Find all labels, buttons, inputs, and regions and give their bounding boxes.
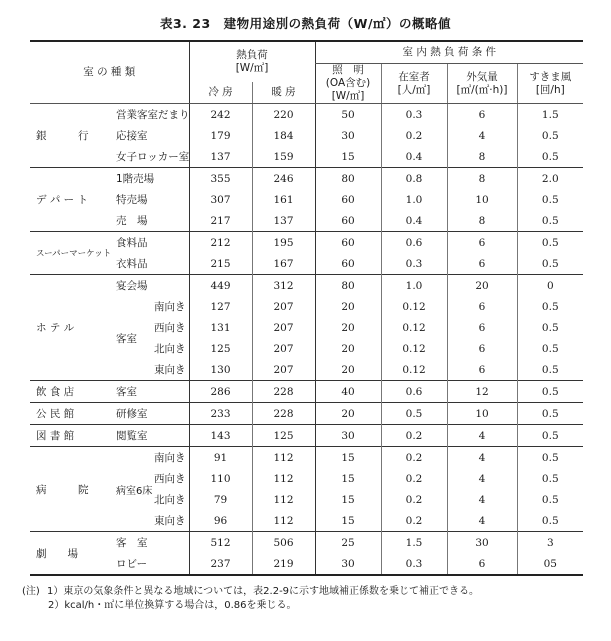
cooling-value: 215: [189, 253, 252, 275]
facility-label: 図 書 館: [36, 430, 75, 442]
infiltration-value: 3: [517, 532, 583, 554]
header-occupants-1: 在室者: [398, 70, 430, 83]
lighting-value: 20: [315, 338, 381, 359]
outdoor-air-value: 20: [447, 275, 517, 297]
lighting-value: 60: [315, 189, 381, 210]
heating-value: 207: [252, 359, 315, 381]
occupants-value: 0.5: [381, 403, 447, 425]
header-lighting-3: [W/㎡]: [331, 90, 365, 102]
room-group-hospital: 病室6床: [116, 485, 153, 497]
lighting-value: 15: [315, 447, 381, 469]
cooling-value: 512: [189, 532, 252, 554]
cooling-value: 286: [189, 381, 252, 403]
heating-value: 220: [252, 104, 315, 126]
occupants-value: 0.12: [381, 338, 447, 359]
header-occupants: [381, 64, 447, 104]
heating-value: 312: [252, 275, 315, 297]
facility-community: [30, 403, 112, 425]
heating-value: 228: [252, 403, 315, 425]
outdoor-air-value: 4: [447, 425, 517, 447]
facility-label: スーパーマーケット: [36, 249, 112, 259]
infiltration-value: 0.5: [517, 468, 583, 489]
cooling-value: 233: [189, 403, 252, 425]
lighting-value: 15: [315, 468, 381, 489]
outdoor-air-value: 4: [447, 125, 517, 146]
header-outdoor-air-2: [㎥/(㎡·h)]: [456, 83, 508, 96]
facility-restaurant: [30, 381, 112, 403]
infiltration-value: 0.5: [517, 296, 583, 317]
occupants-value: 0.4: [381, 146, 447, 168]
facility-theater: [30, 532, 112, 576]
infiltration-value: 0.5: [517, 253, 583, 275]
lighting-value: 50: [315, 104, 381, 126]
lighting-value: 30: [315, 425, 381, 447]
header-row-1: [30, 41, 583, 64]
outdoor-air-value: 6: [447, 359, 517, 381]
room-orientation: 北向き: [154, 494, 186, 506]
occupants-value: 0.3: [381, 253, 447, 275]
room-name: 衣料品: [116, 258, 148, 270]
lighting-value: 40: [315, 381, 381, 403]
infiltration-value: 0.5: [517, 125, 583, 146]
outdoor-air-value: 6: [447, 104, 517, 126]
room-name: 研修室: [116, 408, 148, 420]
room-orientation: 西向き: [154, 473, 186, 485]
heating-value: 246: [252, 168, 315, 190]
facility-label: 銀 行: [36, 130, 89, 142]
cooling-value: 130: [189, 359, 252, 381]
note-2: 2）kcal/h・㎡に単位換算する場合は，0.86を乗じる。: [48, 600, 297, 611]
note-line-1: [22, 585, 479, 599]
cooling-value: 449: [189, 275, 252, 297]
infiltration-value: 2.0: [517, 168, 583, 190]
table-row: [30, 553, 583, 575]
outdoor-air-value: 6: [447, 296, 517, 317]
outdoor-air-value: 10: [447, 189, 517, 210]
facility-label: 飲 食 店: [36, 386, 75, 398]
cooling-value: 143: [189, 425, 252, 447]
cooling-value: 355: [189, 168, 252, 190]
occupants-value: 0.6: [381, 381, 447, 403]
infiltration-value: 0.5: [517, 146, 583, 168]
header-room-type: 室 の 種 類: [30, 41, 189, 104]
table-row: [30, 104, 583, 126]
room-orientation: 西向き: [154, 322, 186, 334]
lighting-value: 20: [315, 403, 381, 425]
lighting-value: 30: [315, 553, 381, 575]
cooling-value: 131: [189, 317, 252, 338]
heat-load-table: [30, 40, 583, 576]
outdoor-air-value: 4: [447, 468, 517, 489]
header-conditions: 室 内 熱 負 荷 条 件: [315, 41, 583, 64]
occupants-value: 0.2: [381, 510, 447, 532]
cooling-value: 307: [189, 189, 252, 210]
cooling-value: 217: [189, 210, 252, 232]
infiltration-value: 0.5: [517, 425, 583, 447]
lighting-value: 20: [315, 296, 381, 317]
heating-value: 125: [252, 425, 315, 447]
infiltration-value: 0.5: [517, 359, 583, 381]
header-lighting-1: 照 明: [332, 64, 364, 76]
room-name: 特売場: [116, 194, 148, 206]
facility-label: デ パ ー ト: [36, 194, 89, 206]
occupants-value: 0.2: [381, 125, 447, 146]
infiltration-value: 0.5: [517, 403, 583, 425]
heating-value: 219: [252, 553, 315, 575]
facility-supermarket: [30, 232, 112, 275]
cooling-value: 212: [189, 232, 252, 254]
lighting-value: 60: [315, 253, 381, 275]
table-row: [30, 447, 583, 469]
table-row: [30, 296, 583, 317]
facility-hospital: [30, 447, 112, 532]
notes-label: (注): [22, 586, 40, 597]
header-outdoor-air-1: 外気量: [466, 70, 498, 83]
table-row: [30, 189, 583, 210]
occupants-value: 1.0: [381, 189, 447, 210]
outdoor-air-value: 10: [447, 403, 517, 425]
cooling-value: 237: [189, 553, 252, 575]
room-name: 客室: [116, 386, 137, 398]
occupants-value: 0.2: [381, 447, 447, 469]
room-name: 応接室: [116, 130, 148, 142]
cooling-value: 179: [189, 125, 252, 146]
cooling-value: 79: [189, 489, 252, 510]
occupants-value: 0.12: [381, 359, 447, 381]
infiltration-value: 0.5: [517, 381, 583, 403]
room-name: 営業客室だまり: [116, 109, 190, 121]
header-heat-load-unit: [W/㎡]: [235, 62, 269, 74]
header-lighting-2: (OA含む): [325, 77, 371, 89]
room-name: ロビー: [112, 553, 189, 575]
room-name: 売 場: [116, 215, 148, 227]
room-orientation: 東向き: [154, 515, 186, 527]
facility-label: ホ テ ル: [36, 322, 75, 334]
infiltration-value: 0.5: [517, 447, 583, 469]
heating-value: 207: [252, 317, 315, 338]
heating-value: 228: [252, 381, 315, 403]
lighting-value: 60: [315, 232, 381, 254]
occupants-value: 0.2: [381, 468, 447, 489]
cooling-value: 110: [189, 468, 252, 489]
occupants-value: 0.12: [381, 317, 447, 338]
heating-value: 159: [252, 146, 315, 168]
facility-label: 病 院: [36, 483, 89, 496]
room-group-guest: 客室: [116, 332, 137, 345]
infiltration-value: 0.5: [517, 510, 583, 532]
facility-hotel: [30, 275, 112, 381]
room-orientation: 北向き: [154, 343, 186, 355]
occupants-value: 0.8: [381, 168, 447, 190]
occupants-value: 0.4: [381, 210, 447, 232]
room-orientation: 東向き: [154, 364, 186, 376]
infiltration-value: 0.5: [517, 232, 583, 254]
table-row: [30, 532, 583, 554]
infiltration-value: 0: [517, 275, 583, 297]
room-name: 閲覧室: [116, 430, 148, 442]
outdoor-air-value: 6: [447, 338, 517, 359]
outdoor-air-value: 6: [447, 317, 517, 338]
heating-value: 112: [252, 447, 315, 469]
room-name: 女子ロッカー室: [116, 151, 190, 163]
outdoor-air-value: 8: [447, 168, 517, 190]
heating-value: 207: [252, 338, 315, 359]
lighting-value: 60: [315, 210, 381, 232]
heating-value: 137: [252, 210, 315, 232]
heating-value: 161: [252, 189, 315, 210]
outdoor-air-value: 8: [447, 146, 517, 168]
lighting-value: 20: [315, 359, 381, 381]
table-row: [30, 275, 583, 297]
table-row: [30, 253, 583, 275]
header-heat-load-label: 熱負荷: [236, 49, 268, 61]
table-row: [30, 232, 583, 254]
header-heat-load: [189, 41, 315, 82]
cooling-value: 125: [189, 338, 252, 359]
occupants-value: 0.3: [381, 104, 447, 126]
table-title: 表3. 23 建物用途別の熱負荷（W/㎡）の概略値: [159, 16, 452, 31]
outdoor-air-value: 6: [447, 553, 517, 575]
header-infiltration-1: すきま風: [529, 70, 572, 83]
room-name: 食料品: [116, 237, 148, 249]
table-row: [30, 381, 583, 403]
occupants-value: 0.2: [381, 425, 447, 447]
room-orientation: 南向き: [154, 452, 186, 464]
cooling-value: 137: [189, 146, 252, 168]
notes: [22, 585, 479, 613]
infiltration-value: 0.5: [517, 210, 583, 232]
lighting-value: 15: [315, 489, 381, 510]
room-name: 客 室: [116, 537, 148, 549]
facility-library: [30, 425, 112, 447]
occupants-value: 1.0: [381, 275, 447, 297]
facility-label: 劇 場: [36, 547, 78, 560]
room-name: 1階売場: [116, 173, 155, 185]
heating-value: 195: [252, 232, 315, 254]
header-outdoor-air: [447, 64, 517, 104]
occupants-value: 0.2: [381, 489, 447, 510]
outdoor-air-value: 30: [447, 532, 517, 554]
header-infiltration-2: [回/h]: [535, 83, 565, 96]
heating-value: 112: [252, 489, 315, 510]
lighting-value: 80: [315, 168, 381, 190]
occupants-value: 0.12: [381, 296, 447, 317]
outdoor-air-value: 6: [447, 253, 517, 275]
note-1: 1）東京の気象条件と異なる地域については，表2.2-9に示す地域補正係数を乗じて補正できる。: [47, 586, 480, 597]
facility-label: 公 民 館: [36, 408, 75, 420]
heating-value: 207: [252, 296, 315, 317]
header-occupants-2: [人/㎡]: [397, 83, 431, 96]
infiltration-value: 0.5: [517, 338, 583, 359]
cooling-value: 127: [189, 296, 252, 317]
occupants-value: 0.6: [381, 232, 447, 254]
lighting-value: 25: [315, 532, 381, 554]
cooling-value: 96: [189, 510, 252, 532]
infiltration-value: 0.5: [517, 189, 583, 210]
table-row: [30, 210, 583, 232]
outdoor-air-value: 8: [447, 210, 517, 232]
header-infiltration: [517, 64, 583, 104]
table-row: [30, 146, 583, 168]
table-row: [30, 125, 583, 146]
lighting-value: 15: [315, 510, 381, 532]
heating-value: 112: [252, 510, 315, 532]
outdoor-air-value: 4: [447, 489, 517, 510]
occupants-value: 0.3: [381, 553, 447, 575]
facility-bank: [30, 104, 112, 168]
infiltration-value: 05: [517, 553, 583, 575]
table-row: [30, 168, 583, 190]
lighting-value: 30: [315, 125, 381, 146]
infiltration-value: 1.5: [517, 104, 583, 126]
note-line-2: [22, 599, 479, 613]
infiltration-value: 0.5: [517, 317, 583, 338]
heating-value: 112: [252, 468, 315, 489]
lighting-value: 20: [315, 317, 381, 338]
room-name: 宴会場: [116, 280, 148, 292]
occupants-value: 1.5: [381, 532, 447, 554]
heating-value: 167: [252, 253, 315, 275]
header-cooling: 冷 房: [189, 82, 252, 104]
lighting-value: 80: [315, 275, 381, 297]
outdoor-air-value: 4: [447, 510, 517, 532]
outdoor-air-value: 12: [447, 381, 517, 403]
header-lighting: [315, 64, 381, 104]
facility-dept: [30, 168, 112, 232]
room-orientation: 南向き: [154, 301, 186, 313]
heating-value: 506: [252, 532, 315, 554]
outdoor-air-value: 4: [447, 447, 517, 469]
table-row: [30, 403, 583, 425]
table-row: [30, 425, 583, 447]
cooling-value: 91: [189, 447, 252, 469]
infiltration-value: 0.5: [517, 489, 583, 510]
outdoor-air-value: 6: [447, 232, 517, 254]
cooling-value: 242: [189, 104, 252, 126]
lighting-value: 15: [315, 146, 381, 168]
heating-value: 184: [252, 125, 315, 146]
header-heating: 暖 房: [252, 82, 315, 104]
